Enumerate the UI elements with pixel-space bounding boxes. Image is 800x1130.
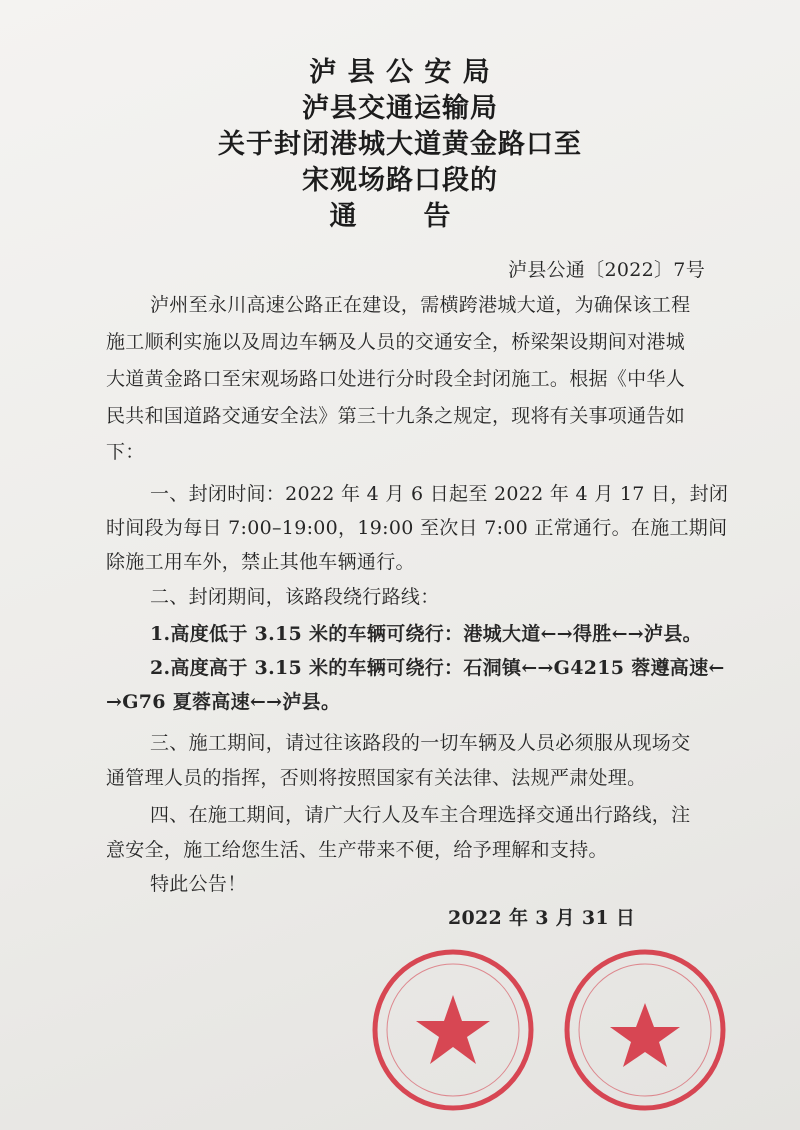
- section1-line: 一、封闭时间：2022 年 4 月 6 日起至 2022 年 4 月 17 日，封闭: [150, 483, 729, 505]
- transport-bureau-seal: [368, 945, 538, 1115]
- route-low-vehicles: 1.高度低于 3.15 米的车辆可绕行：港城大道←→得胜←→泸县。: [150, 623, 702, 645]
- section4-line: 意安全，施工给您生活、生产带来不便，给予理解和支持。: [106, 839, 608, 861]
- notice-subject-line2: 宋观场路口段的: [302, 165, 498, 196]
- police-bureau-seal: [560, 945, 730, 1115]
- section4-line: 四、在施工期间，请广大行人及车主合理选择交通出行路线，注: [150, 804, 691, 826]
- closing-statement: 特此公告！: [150, 873, 247, 895]
- star-icon: [416, 995, 490, 1064]
- issue-date: 2022 年 3 月 31 日: [448, 907, 636, 929]
- document-number: 泸县公通〔2022〕7号: [507, 259, 705, 281]
- section1-line: 时间段为每日 7:00–19:00，19:00 至次日 7:00 正常通行。在施工期间: [106, 517, 728, 539]
- section3-line: 三、施工期间，请过往该路段的一切车辆及人员必须服从现场交: [150, 732, 691, 754]
- intro-line: 下：: [106, 441, 145, 463]
- star-icon: [610, 1003, 680, 1067]
- intro-line: 大道黄金路口至宋观场路口处进行分时段全封闭施工。根据《中华人: [106, 368, 686, 390]
- intro-line: 民共和国道路交通安全法》第三十九条之规定，现将有关事项通告如: [106, 405, 686, 427]
- issuer-police: 泸 县 公 安 局: [309, 57, 491, 88]
- section1-line: 除施工用车外，禁止其他车辆通行。: [106, 551, 415, 573]
- intro-line: 泸州至永川高速公路正在建设，需横跨港城大道，为确保该工程: [150, 294, 691, 316]
- notice-heading: 通 告: [329, 201, 471, 232]
- route-high-vehicles-cont: →G76 夏蓉高速←→泸县。: [106, 691, 341, 713]
- intro-line: 施工顺利实施以及周边车辆及人员的交通安全，桥梁架设期间对港城: [106, 331, 686, 353]
- notice-subject-line1: 关于封闭港城大道黄金路口至: [218, 129, 582, 160]
- section2-line: 二、封闭期间，该路段绕行路线：: [150, 586, 440, 608]
- issuer-transport: 泸县交通运输局: [302, 93, 498, 124]
- section3-line: 通管理人员的指挥，否则将按照国家有关法律、法规严肃处理。: [106, 767, 647, 789]
- route-high-vehicles: 2.高度高于 3.15 米的车辆可绕行：石洞镇←→G4215 蓉遵高速←: [150, 657, 725, 679]
